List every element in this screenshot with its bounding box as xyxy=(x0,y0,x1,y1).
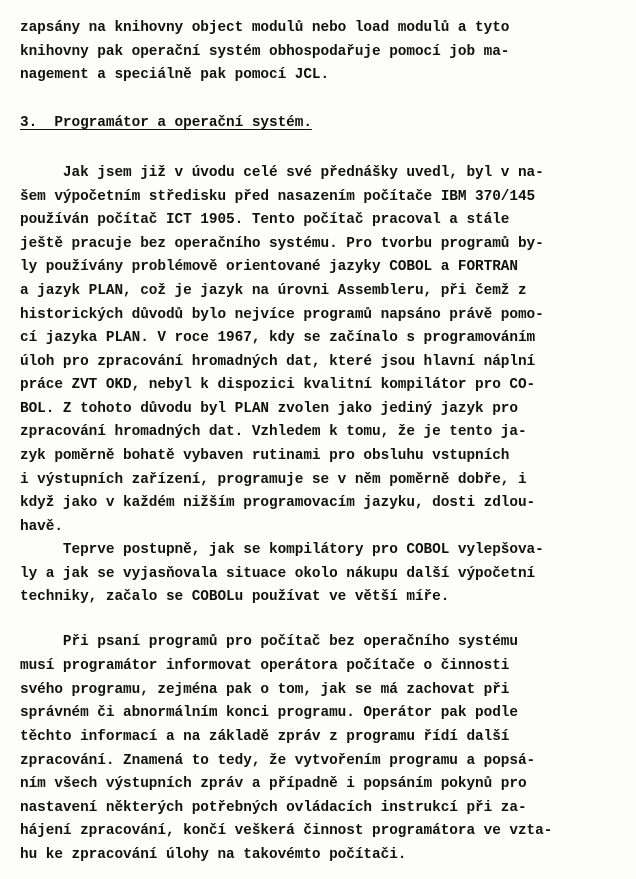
text-line: správném či abnormálním konci programu. Operátor pak podle xyxy=(20,705,518,721)
text-line: těchto informací a na základě zpráv z programu řídí další xyxy=(20,729,510,745)
text-line: i výstupních zařízení, programuje se v něm poměrně dobře, i xyxy=(20,472,527,488)
text-line: zyk poměrně bohatě vybaven rutinami pro obsluhu vstupních xyxy=(20,448,510,464)
text-line: techniky, začalo se COBOLu používat ve větší míře. xyxy=(20,589,450,605)
text-line: když jako v každém nižším programovacím jazyku, dosti zdlou- xyxy=(20,495,536,511)
text-line: historických důvodů bylo nejvíce programů napsáno právě pomo- xyxy=(20,307,544,323)
text-line: zapsány na knihovny object modulů nebo load modulů a tyto xyxy=(20,20,510,36)
text-line: hu ke zpracování úlohy na takovémto počítači. xyxy=(20,847,407,863)
text-line: knihovny pak operační systém obhospodařuje pomocí job ma- xyxy=(20,44,510,60)
text-line: svého programu, zejména pak o tom, jak se má zachovat při xyxy=(20,682,510,698)
text-line: ním všech výstupních zpráv a případně i popsáním pokynů pro xyxy=(20,776,527,792)
text-line: Jak jsem již v úvodu celé své přednášky uvedl, byl v na- xyxy=(20,165,544,181)
text-line: Při psaní programů pro počítač bez operačního systému xyxy=(20,634,518,650)
text-line: ly používány problémově orientované jazyky COBOL a FORTRAN xyxy=(20,259,518,275)
text-line: Teprve postupně, jak se kompilátory pro COBOL vylepšova- xyxy=(20,542,544,558)
text-line: a jazyk PLAN, což je jazyk na úrovni Assembleru, při čemž z xyxy=(20,283,527,299)
text-line: práce ZVT OKD, nebyl k dispozici kvalitní kompilátor pro CO- xyxy=(20,377,536,393)
text-line: cí jazyka PLAN. V roce 1967, kdy se začínalo s programováním xyxy=(20,330,536,346)
text-line: zpracování. Znamená to tedy, že vytvořením programu a popsá- xyxy=(20,753,536,769)
text-line: nastavení některých potřebných ovládacích instrukcí při za- xyxy=(20,800,527,816)
text-line: zpracování hromadných dat. Vzhledem k tomu, že je tento ja- xyxy=(20,424,527,440)
text-line: hájení zpracování, končí veškerá činnost programátora ve vzta- xyxy=(20,823,553,839)
text-line: havě. xyxy=(20,519,63,535)
text-line: BOL. Z tohoto důvodu byl PLAN zvolen jako jediný jazyk pro xyxy=(20,401,518,417)
text-line: používán počítač ICT 1905. Tento počítač pracoval a stále xyxy=(20,212,510,228)
text-line: ly a jak se vyjasňovala situace okolo nákupu další výpočetní xyxy=(20,566,536,582)
text-line: musí programátor informovat operátora počítače o činnosti xyxy=(20,658,510,674)
section-heading: 3. Programátor a operační systém. xyxy=(20,115,312,131)
text-line: šem výpočetním středisku před nasazením počítače IBM 370/145 xyxy=(20,189,536,205)
text-line: nagement a speciálně pak pomocí JCL. xyxy=(20,67,330,83)
text-line: ještě pracuje bez operačního systému. Pro tvorbu programů by- xyxy=(20,236,544,252)
text-line: úloh pro zpracování hromadných dat, které jsou hlavní náplní xyxy=(20,354,536,370)
